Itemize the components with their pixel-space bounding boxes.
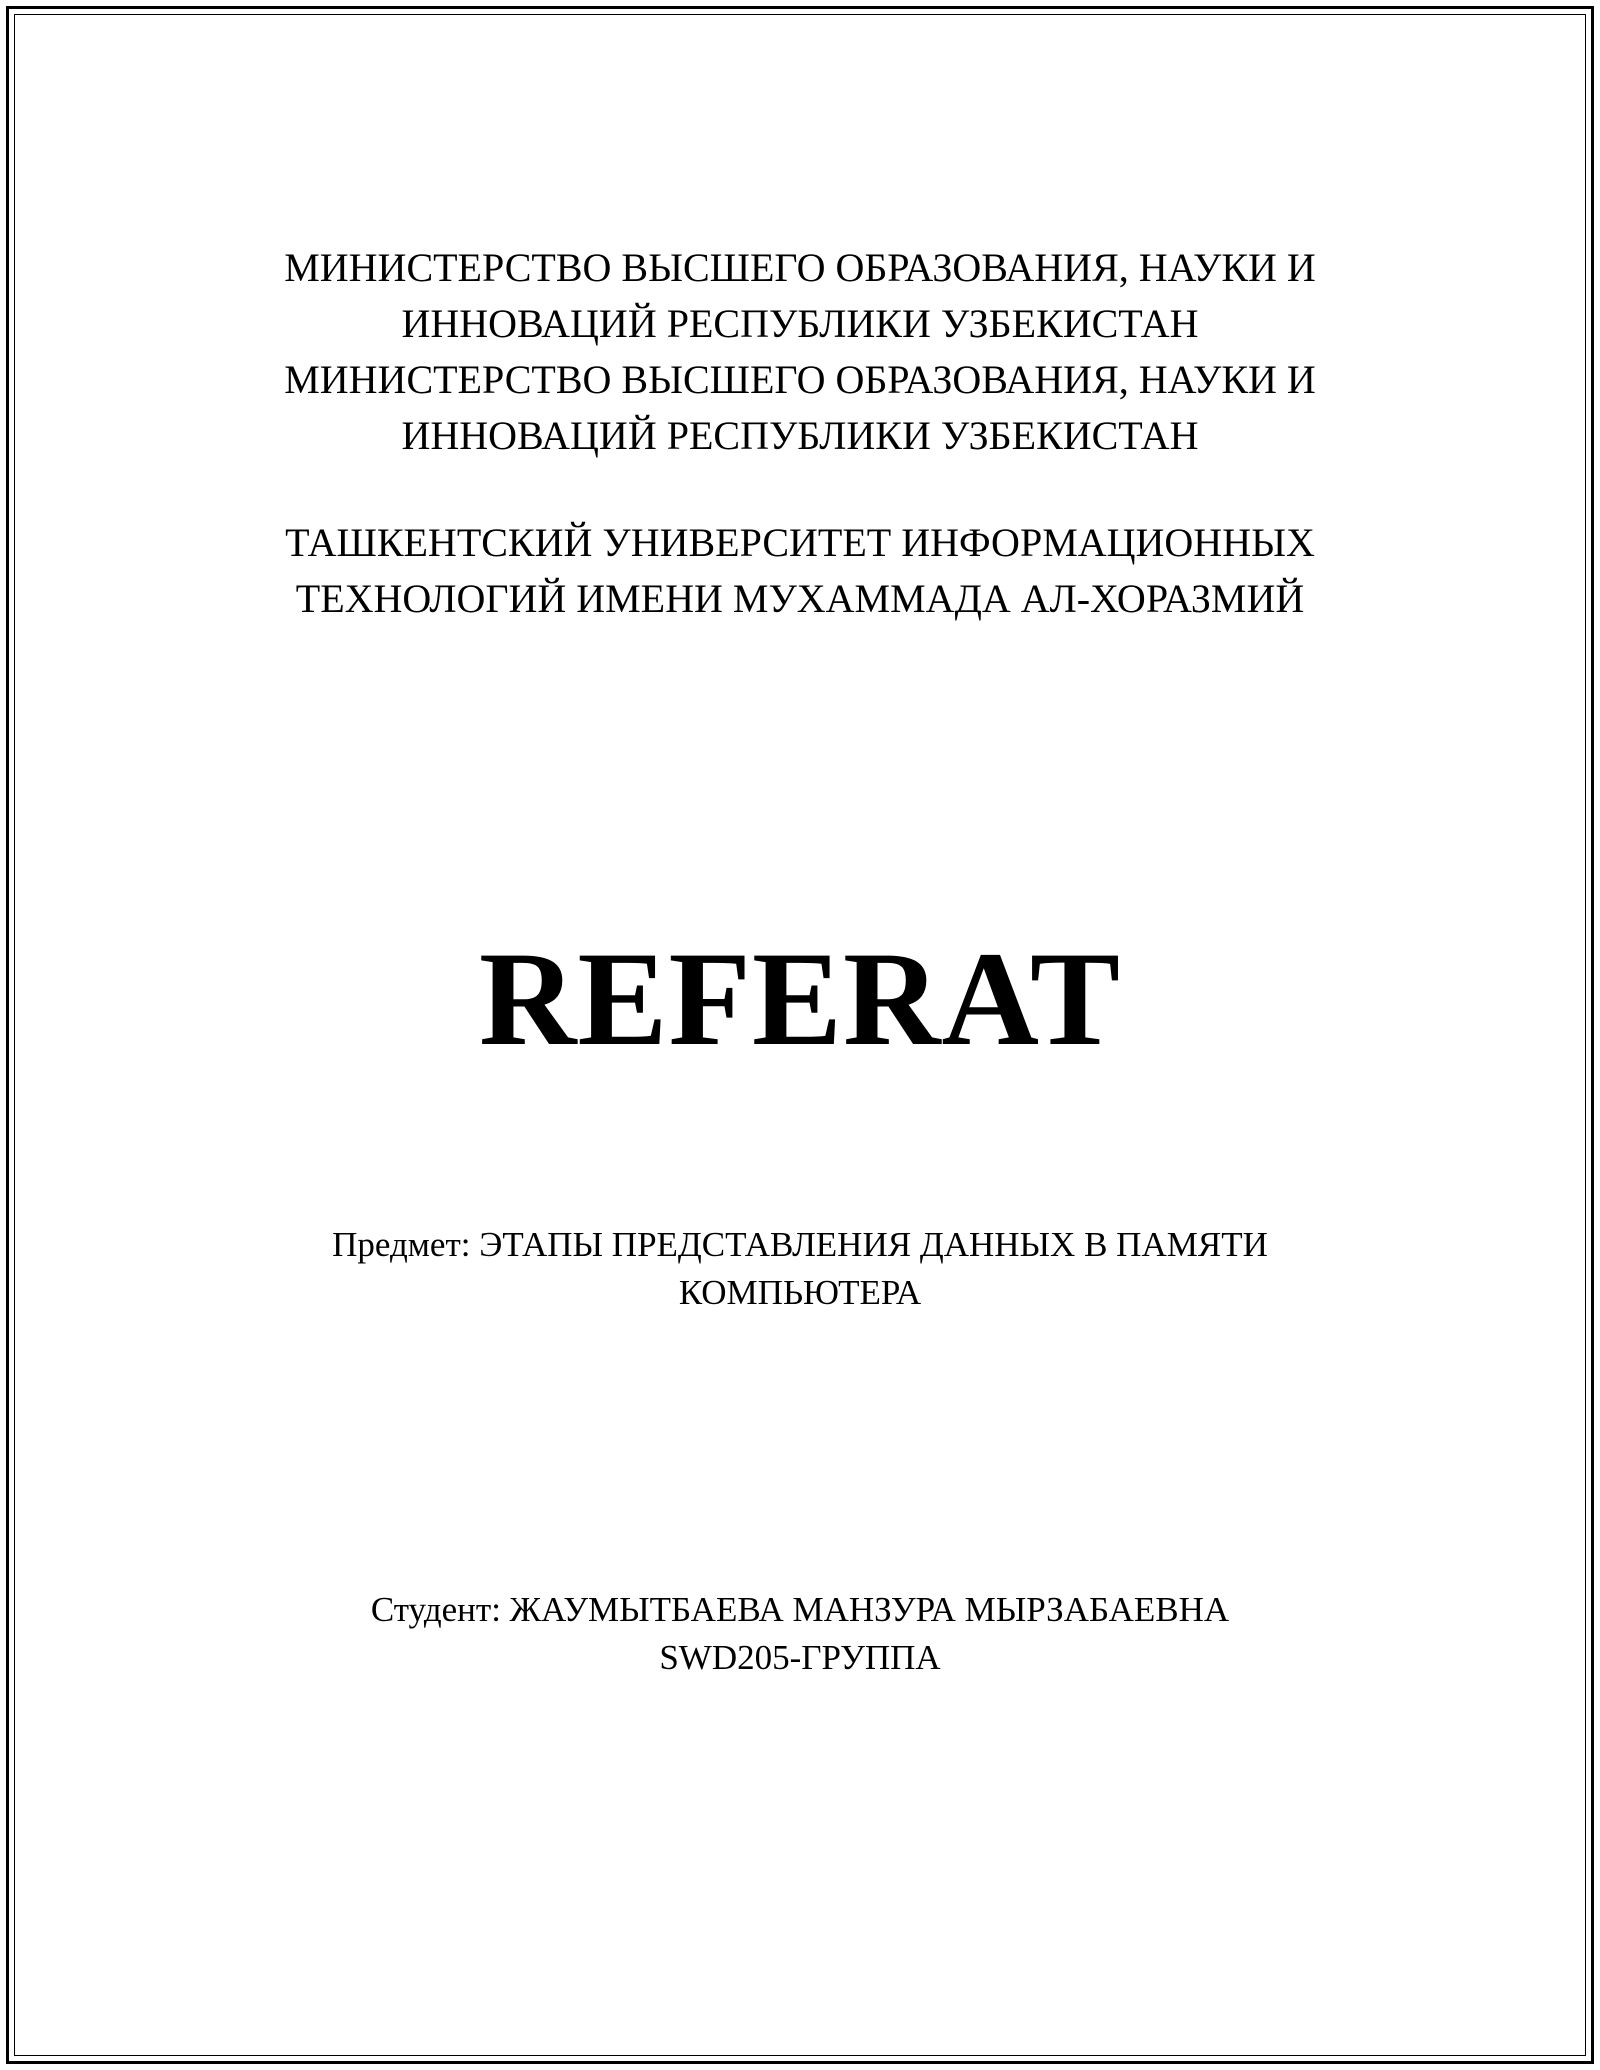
university-line: ТАШКЕНТСКИЙ УНИВЕРСИТЕТ ИНФОРМАЦИОННЫХ [285,520,1315,565]
subject-line: КОМПЬЮТЕРА [678,1273,922,1312]
subject-block [0,1221,1600,1317]
university-header [0,515,1600,627]
student-block [0,1586,1600,1682]
student-group: SWD205-ГРУППА [659,1638,941,1677]
ministry-line: ИННОВАЦИЙ РЕСПУБЛИКИ УЗБЕКИСТАН [401,301,1199,346]
subject-line: Предмет: ЭТАПЫ ПРЕДСТАВЛЕНИЯ ДАННЫХ В ПАМЯТИ [332,1225,1268,1264]
student-line: Студент: ЖАУМЫТБАЕВА МАНЗУРА МЫРЗАБАЕВНА [370,1590,1230,1629]
ministry-line: ИННОВАЦИЙ РЕСПУБЛИКИ УЗБЕКИСТАН [401,413,1199,458]
ministry-line: МИНИСТЕРСТВО ВЫСШЕГО ОБРАЗОВАНИЯ, НАУКИ И [284,357,1316,402]
ministry-line: МИНИСТЕРСТВО ВЫСШЕГО ОБРАЗОВАНИЯ, НАУКИ И [284,245,1316,290]
document-title: REFERAT [478,925,1122,1074]
ministry-header [0,240,1600,464]
university-line: ТЕХНОЛОГИЙ ИМЕНИ МУХАММАДА АЛ-ХОРАЗМИЙ [295,576,1305,621]
